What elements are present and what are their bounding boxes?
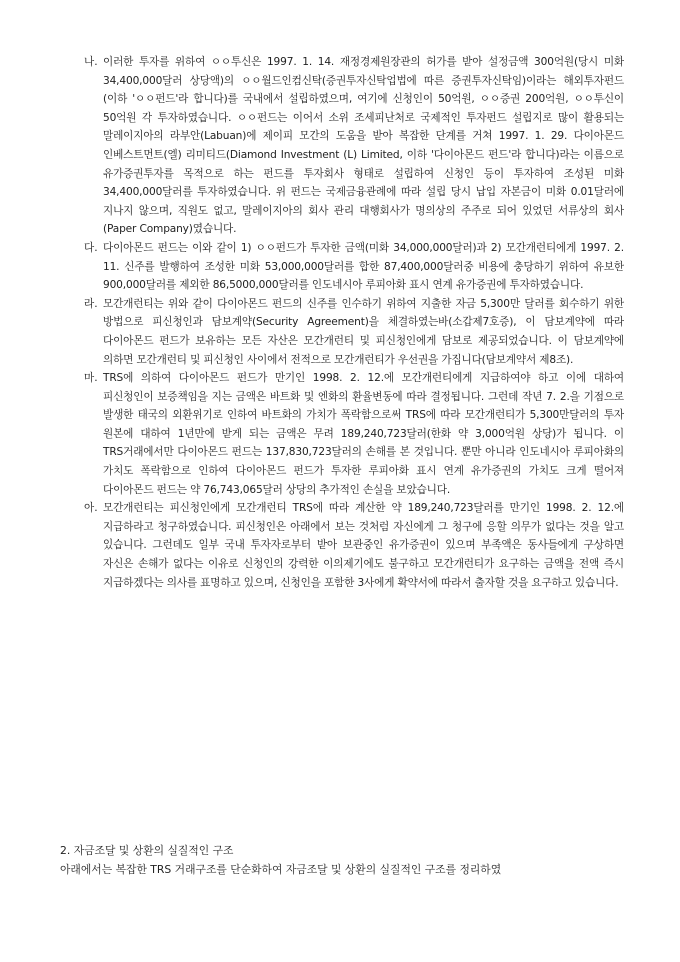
- item-marker: 나.: [84, 56, 98, 68]
- item-list: [84, 53, 624, 592]
- list-item-na: [84, 53, 624, 239]
- list-item-ra: [84, 295, 624, 369]
- item-text: 모간개런티는 피신청인에게 모간개런티 TRS에 따라 계산한 약 189,240,723달러를 만기인 1998. 2. 12.에 지급하라고 청구하였습니다. 피신청인은 아래에서 보는 것처럼 자신에게 그 청구에 응할 의무가 없다는 것을 알고 있습니다. 그런데도 일부 국내 투자자로부터 받아 보관중인 유가증권이 있으며 부족액은 동사들에게 구상하면 자신은 손해가 없다는 이유로 신청인의 강력한 이의제기에도 불구하고 모간개런티가 요구하는 금액을 전액 즉시 지급하겠다는 의사를 표명하고 있으며, 신청인을 포함한 3사에게 확약서에 따라서 출자할 것을 요구하고 있습니다.: [103, 502, 624, 589]
- section-heading: 2. 자금조달 및 상환의 실질적인 구조: [60, 844, 234, 857]
- section-intro-text: 아래에서는 복잡한 TRS 거래구조를 단순화하여 자금조달 및 상환의 실질적인 구조를 정리하였: [60, 863, 502, 876]
- list-item-ma: [84, 369, 624, 499]
- list-item-a: [84, 499, 624, 592]
- item-marker: 아.: [84, 502, 98, 515]
- item-marker: 라.: [84, 297, 98, 310]
- list-item-da: [84, 239, 624, 295]
- item-text: 이러한 투자를 위하여 ㅇㅇ투신은 1997. 1. 14. 재정경제원장관의 허가를 받아 설정금액 300억원(당시 미화 34,400,000달러 상당액)의 ㅇㅇ월드인컴신탁(증권투자신탁업법에 따른 증권투자신탁임)이라는 해외투자펀드(이하 'ㅇㅇ펀드'라 합니다)를 국내에서 설립하였으며, 여기에 신청인이 50억원, ㅇㅇ증권 200억원, ㅇㅇ투신이 50억원 각 투자하였습니다. ㅇㅇ펀드는 이어서 소위 조세피난처로 국제적인 투자펀드 설립지로 많이 활용되는 말레이지아의 라부안(Labuan)에 제이피 모간의 도움을 받아 복잡한 단계를 거쳐 1997. 1. 29. 다이아몬드 인베스트먼트(엘) 리미티드(Diamond Investment (L) Limited, 이하 '다이아몬드 펀드'라 합니다)라는 이름으로 유가증권투자를 목적으로 하는 펀드를 투자회사 형태로 설립하여 신청인 등이 투자하여 조성된 미화 34,400,000달러를 투자하였습니다. 위 펀드는 국제금융관례에 따라 설립 당시 납입 자본금이 미화 0.01달러에 지나지 않으며, 직원도 없고, 말레이지아의 회사 관리 대행회사가 명의상의 주주로 되어 있었던 서류상의 회사(Paper Company)였습니다.: [103, 56, 624, 236]
- item-text: 다이아몬드 펀드는 이와 같이 1) ㅇㅇ펀드가 투자한 금액(미화 34,000,000달러)과 2) 모간개런티에게 1997. 2. 11. 신주를 발행하여 조성한 미화 53,000,000달러를 합한 87,400,000달러중 비용에 충당하기 위하여 유보한 900,000달러를 제외한 86,5000,000달러를 인도네시아 루피아화 표시 연계 유가증권에 투자하였습니다.: [103, 241, 624, 292]
- item-marker: 마.: [84, 372, 98, 385]
- item-text: TRS에 의하여 다이아몬드 펀드가 만기인 1998. 2. 12.에 모간개런티에게 지급하여야 하고 이에 대하여 피신청인이 보증책임을 지는 금액은 바트화 및 엔화의 환율변동에 따라 결정됩니다. 그런데 작년 7. 2.을 기점으로 발생한 태국의 외환위기로 인하여 바트화의 가치가 폭락함으로써 TRS에 따라 모간개런티가 5,300만달러의 투자 원본에 대하여 1년만에 받게 되는 금액은 무려 189,240,723달러(한화 약 3,000억원 상당)가 됩니다. 이 TRS거래에서만 다이아몬드 펀드는 137,830,723달러의 손해를 본 것입니다. 뿐만 아니라 인도네시아 루피아화의 가치도 폭락함으로 인하여 다이아몬드 펀드가 투자한 루피아화 표시 연계 유가증권의 가치도 크게 떨어져 다이아몬드 펀드는 약 76,743,065달러 상당의 추가적인 손실을 보았습니다.: [103, 372, 624, 496]
- item-text: 모간개런티는 위와 같이 다이아몬드 펀드의 신주를 인수하기 위하여 지출한 자금 5,300만 달러를 회수하기 위한 방법으로 피신청인과 담보계약(Security Agreement)을 체결하였는바(소갑제7호증), 이 담보계약에 따라 다이아몬드 펀드가 보유하는 모든 자산은 모간개런티 및 피신청인에게 담보로 제공되었습니다. 이 담보계약에 의하면 모간개런티 및 피신청인 사이에서 전적으로 모간개런티가 우선권을 가집니다(담보계약서 제8조).: [103, 297, 624, 366]
- item-marker: 다.: [84, 241, 98, 254]
